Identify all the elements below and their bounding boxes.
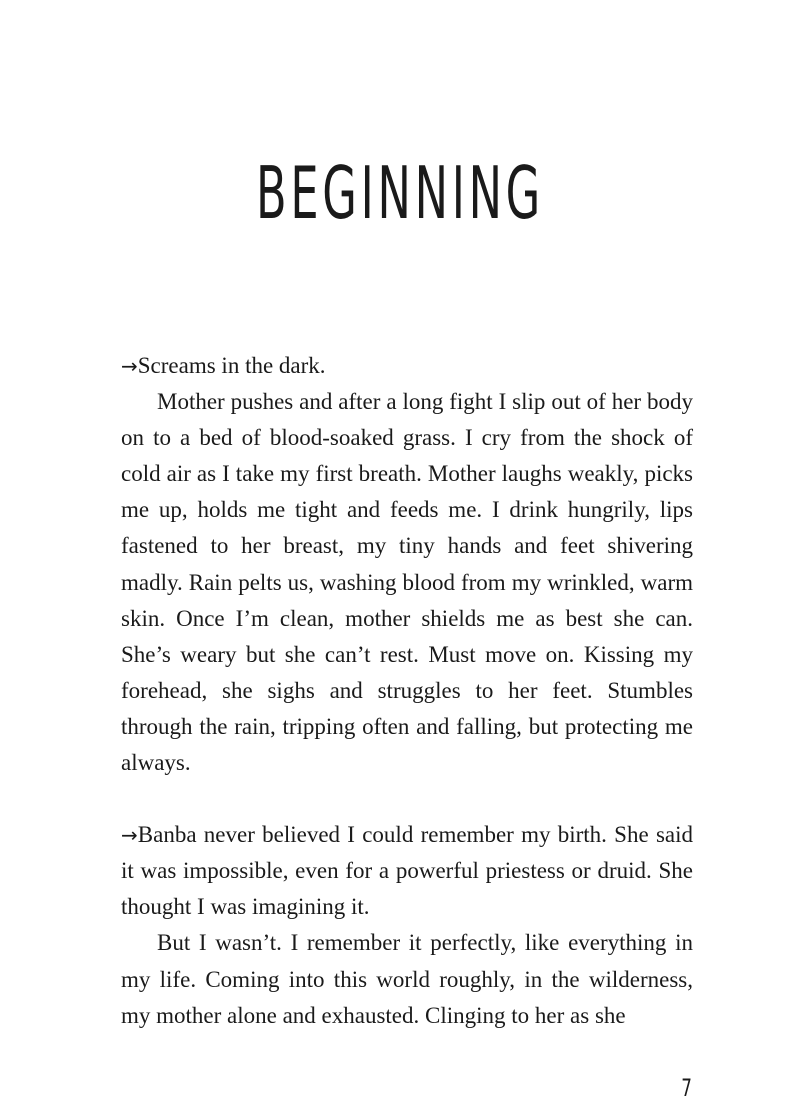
chapter-title: BEGINNING	[255, 151, 545, 235]
section-arrow-icon: →	[121, 823, 138, 848]
paragraph-2: Mother pushes and after a long fight I slip out of her body on to a bed of blood-soaked grass. I cry from the shock of cold air as I take my first breath. Mother laughs weakly, picks me up, holds me tight and feeds me. I drink hungrily, lips fastened to her breast, my tiny hands and feet shivering madly. Rain pelts us, washing blood from my wrinkled, warm skin. Once I’m clean, mother shields me as best she can. She’s weary but she can’t rest. Must move on. Kissing my forehead, she sighs and struggles to her feet. Stumbles through the rain, tripping often and falling, but protecting me always.	[121, 389, 693, 776]
paragraph-text: Screams in the dark.	[137, 353, 326, 378]
paragraph-3	[121, 817, 693, 925]
section-arrow-icon: →	[121, 354, 138, 378]
page-number: 7	[681, 1074, 692, 1102]
paragraph-4: But I wasn’t. I remember it perfectly, like everything in my life. Coming into this world roughly, in the wilderness, my mother alone and exhausted. Clinging to her as she	[121, 930, 693, 1028]
chapter-body	[121, 348, 693, 1034]
paragraph-1	[121, 348, 693, 384]
paragraph-text: Banba never believed I could remember my birth. She said it was impossible, even for a powerful priestess or druid. She thought I was imagining it.	[121, 822, 693, 920]
